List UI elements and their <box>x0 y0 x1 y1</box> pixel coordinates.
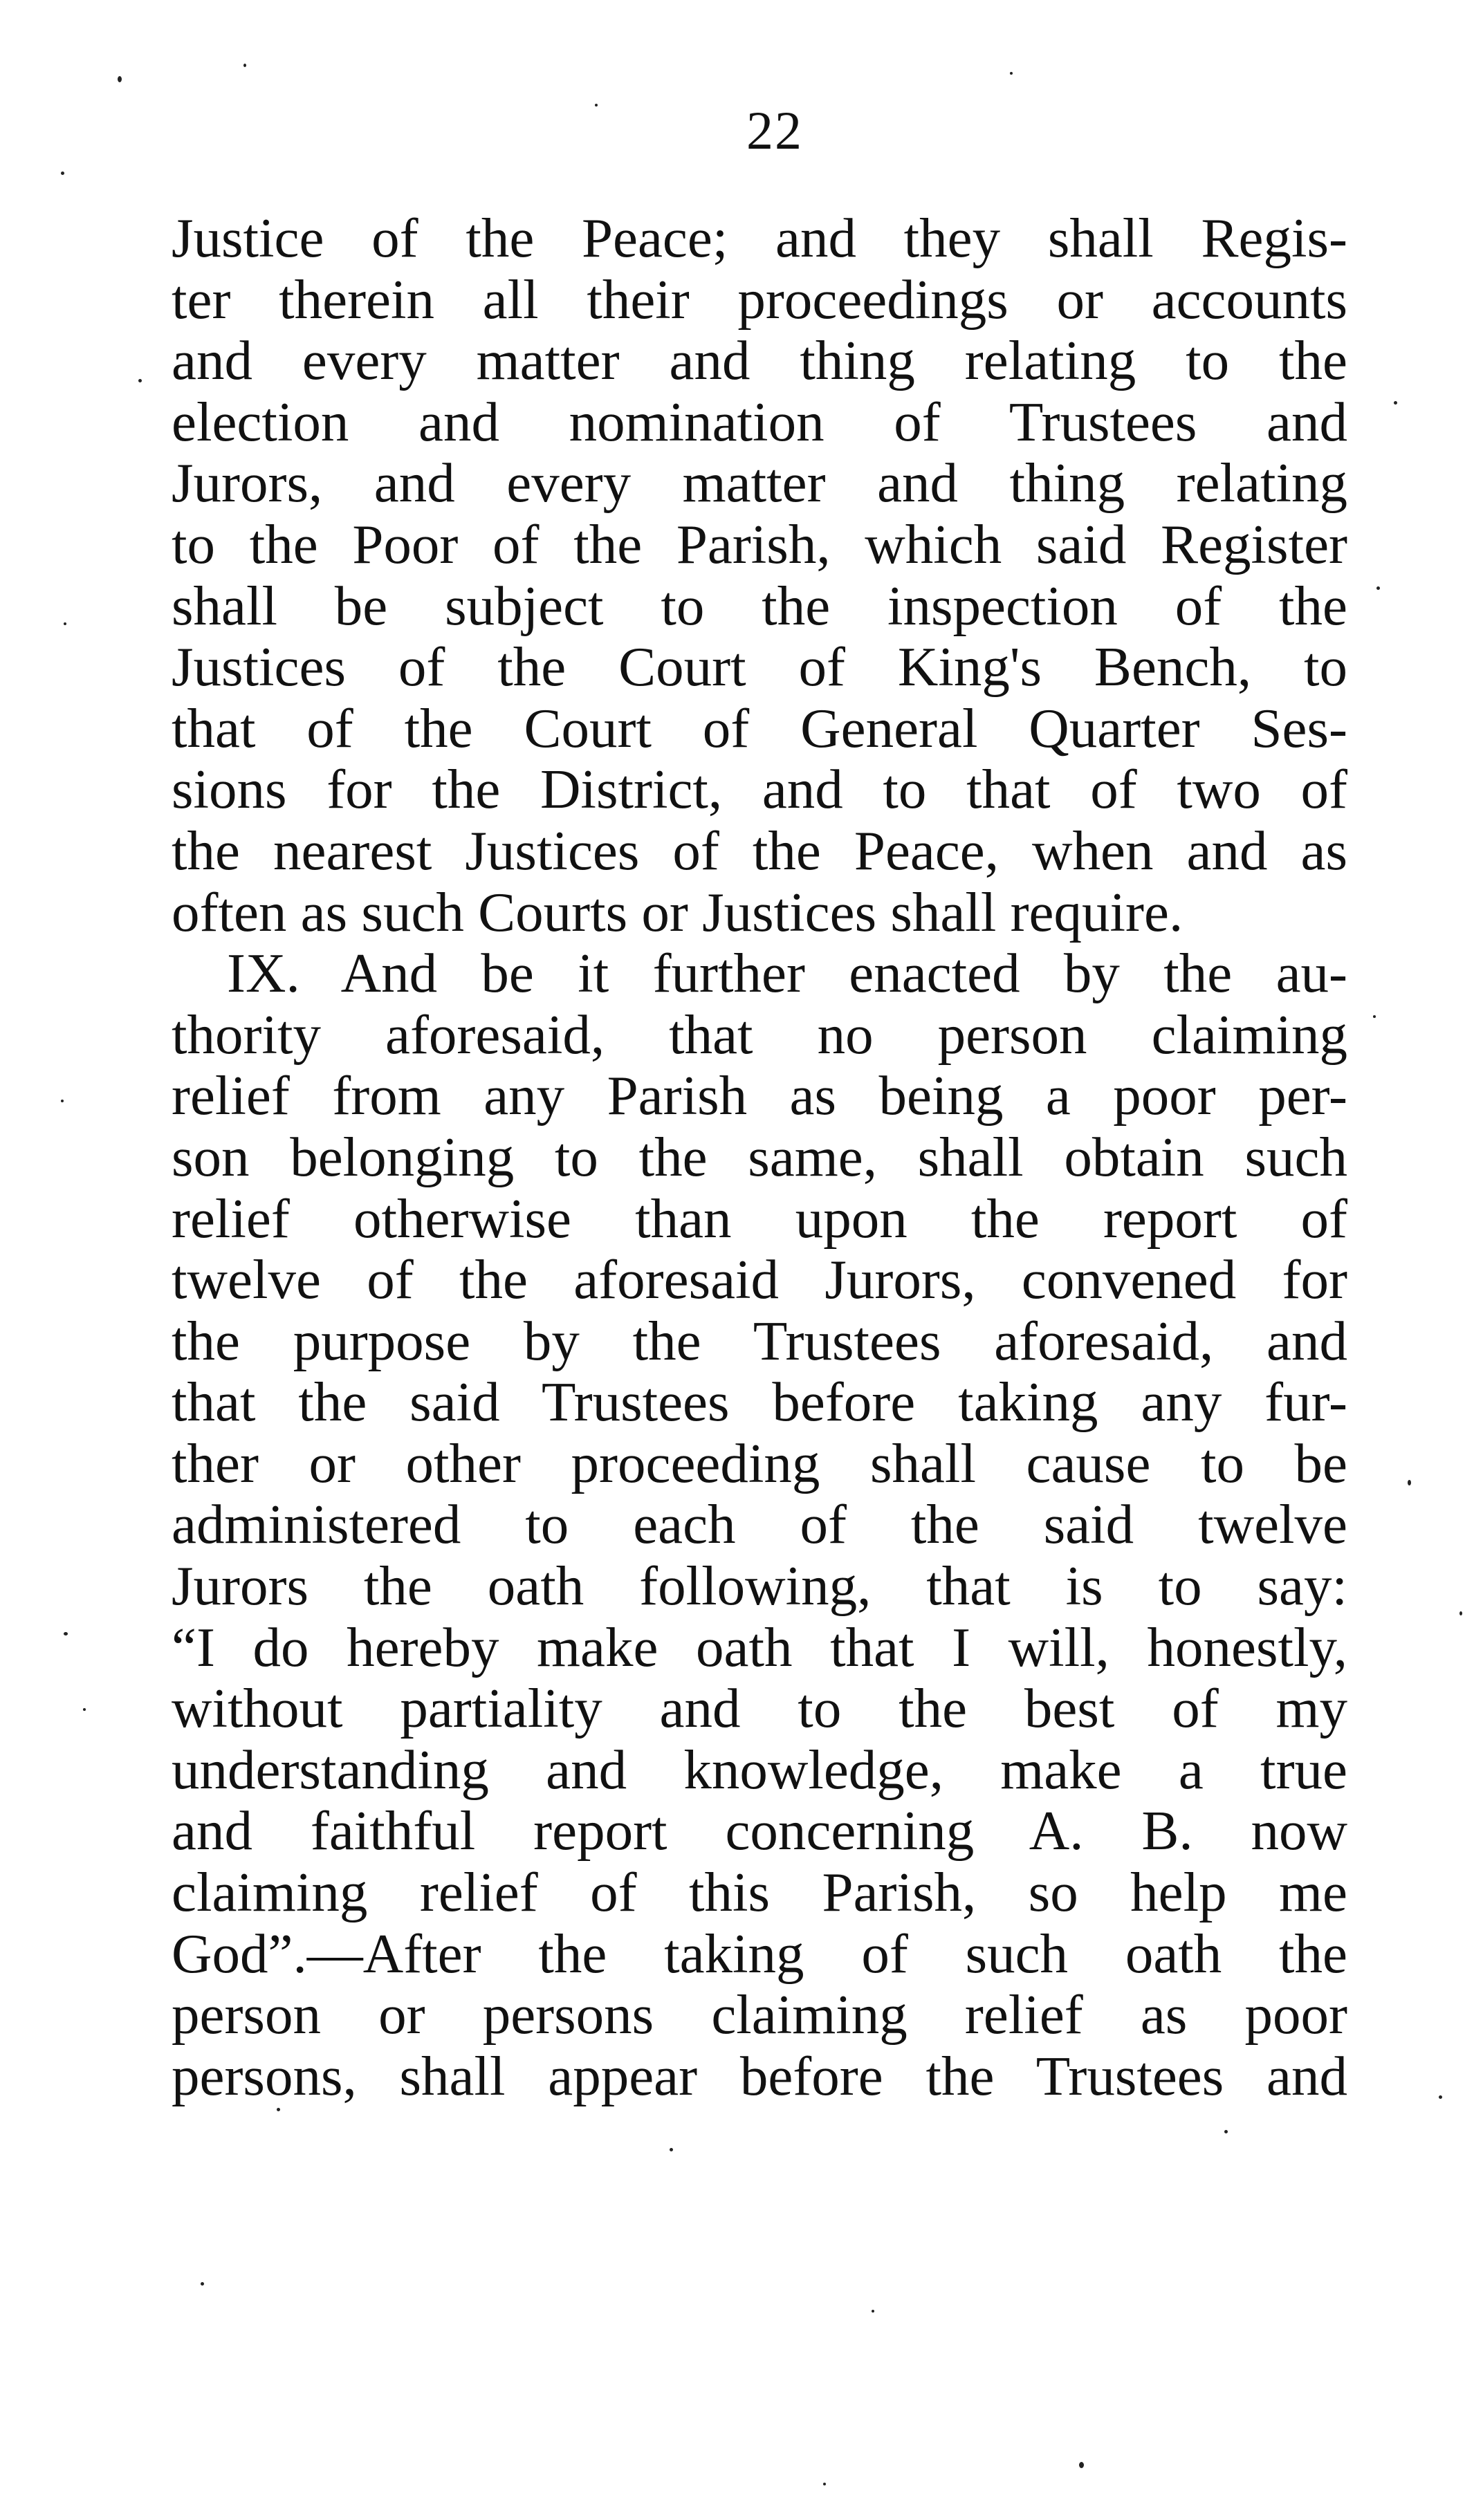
text-line: Justice of the Peace; and they shall Regis- <box>172 207 1347 269</box>
text-line: that the said Trustees before taking any fur- <box>172 1371 1347 1434</box>
scan-speck <box>1408 1480 1411 1485</box>
text-line: the purpose by the Trustees aforesaid, and <box>172 1309 1347 1372</box>
text-line: son belonging to the same, shall obtain such <box>172 1125 1347 1188</box>
text-line: “I do hereby make oath that I will, honestly, <box>172 1615 1347 1678</box>
text-line: without partiality and to the best of my <box>172 1677 1347 1740</box>
text-line: and faithful report concerning A. B. now <box>172 1799 1347 1862</box>
scan-speck <box>243 64 246 67</box>
scan-speck <box>1079 2462 1084 2468</box>
scan-speck <box>872 2310 874 2313</box>
text-line: claiming relief of this Parish, so help me <box>172 1861 1347 1924</box>
scan-speck <box>1010 72 1013 75</box>
text-line: understanding and knowledge, make a true <box>172 1738 1347 1801</box>
text-line: often as such Courts or Justices shall require. <box>172 880 1183 943</box>
text-line: shall be subject to the inspection of the <box>172 574 1347 637</box>
scan-speck <box>277 2108 280 2111</box>
text-line: relief otherwise than upon the report of <box>172 1187 1347 1250</box>
scan-speck <box>64 622 66 625</box>
text-line: twelve of the aforesaid Jurors, convened for <box>172 1248 1347 1311</box>
text-line: to the Poor of the Parish, which said Register <box>172 512 1347 575</box>
scan-speck <box>1439 2095 1442 2099</box>
text-line: ther or other proceeding shall cause to be <box>172 1432 1347 1494</box>
text-line: person or persons claiming relief as poor <box>172 1983 1347 2046</box>
scan-speck <box>1224 2130 1228 2133</box>
scan-speck <box>64 1632 68 1636</box>
text-line: God”.—After the taking of such oath the <box>172 1922 1347 1985</box>
scan-speck <box>201 2282 204 2286</box>
text-line: thority aforesaid, that no person claiming <box>172 1003 1347 1066</box>
text-line: relief from any Parish as being a poor per- <box>172 1064 1347 1127</box>
scan-speck <box>1376 586 1380 590</box>
text-line: ter therein all their proceedings or accounts <box>172 268 1347 331</box>
text-line: Jurors the oath following, that is to say: <box>172 1555 1347 1618</box>
scan-speck <box>823 2483 826 2485</box>
text-line: Justices of the Court of King's Bench, to <box>172 636 1347 698</box>
scan-speck <box>118 76 122 82</box>
scan-speck <box>1394 401 1397 405</box>
scan-speck <box>595 104 598 106</box>
scan-speck <box>1373 1015 1376 1018</box>
scan-speck <box>83 1708 86 1711</box>
text-line: persons, shall appear before the Trustees and <box>172 2044 1347 2107</box>
scan-speck <box>670 2148 673 2151</box>
scan-speck <box>61 172 64 175</box>
page-number: 22 <box>746 100 803 160</box>
body-text <box>172 207 1347 2106</box>
scan-speck <box>138 379 142 382</box>
text-line: that of the Court of General Quarter Ses- <box>172 696 1347 759</box>
scan-speck <box>1459 1611 1462 1615</box>
text-line: sions for the District, and to that of two of <box>172 758 1347 821</box>
text-line: election and nomination of Trustees and <box>172 390 1347 453</box>
section-heading-line: IX. And be it further enacted by the au- <box>227 942 1347 1005</box>
scan-speck <box>61 1100 64 1102</box>
text-line: Jurors, and every matter and thing relating <box>172 452 1347 515</box>
text-line: administered to each of the said twelve <box>172 1493 1347 1556</box>
text-line: the nearest Justices of the Peace, when and as <box>172 819 1347 882</box>
text-line: and every matter and thing relating to the <box>172 329 1347 392</box>
